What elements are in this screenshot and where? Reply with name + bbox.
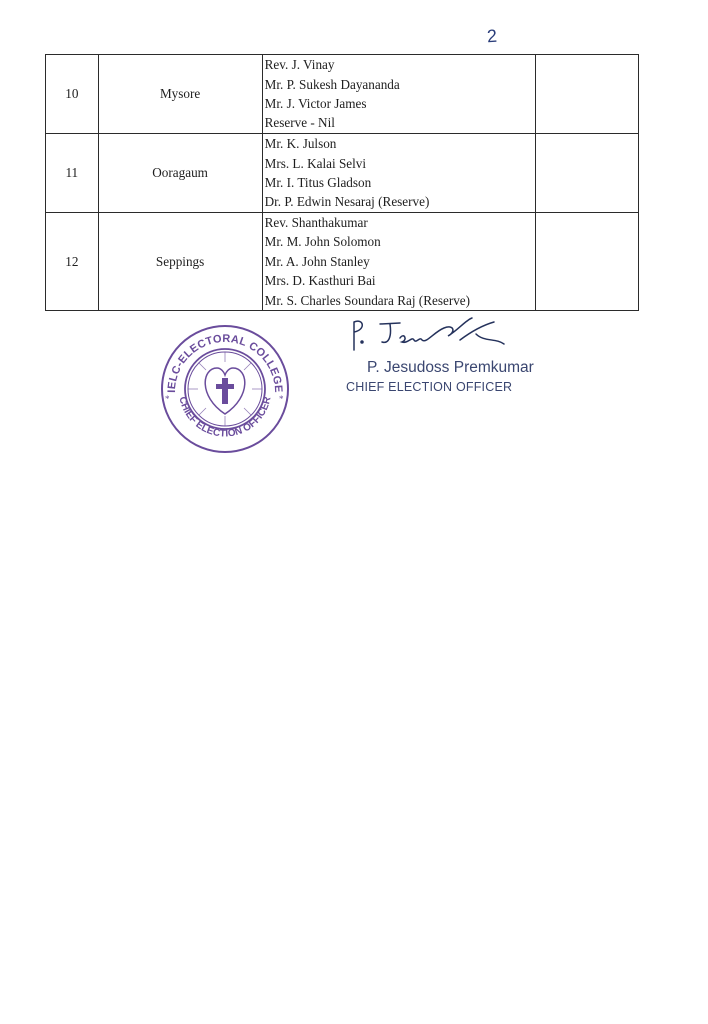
place-cell: Ooragaum xyxy=(98,134,262,213)
member-name: Rev. J. Vinay xyxy=(264,57,335,73)
member-name: Mr. K. Julson xyxy=(264,136,337,152)
empty-cell xyxy=(535,55,638,134)
member-name: Mr. I. Titus Gladson xyxy=(264,175,372,190)
table-row xyxy=(46,134,639,213)
member-name: Mrs. D. Kasthuri Bai xyxy=(264,273,376,289)
seal-star-right: * xyxy=(279,394,284,404)
table-row xyxy=(46,213,639,311)
names-cell xyxy=(262,134,535,213)
member-name: Mr. J. Victor James xyxy=(264,96,367,111)
place-cell: Mysore xyxy=(98,55,262,134)
empty-cell xyxy=(535,134,638,213)
handwritten-signature xyxy=(348,312,548,356)
place-cell: Seppings xyxy=(98,213,262,311)
official-seal-stamp xyxy=(158,322,292,456)
seal-top-text: IELC-ELECTORAL COLLEGE xyxy=(165,332,285,394)
names-cell xyxy=(262,55,535,134)
names-cell xyxy=(262,213,535,311)
member-name: Rev. Shanthakumar xyxy=(264,215,368,230)
member-name: Dr. P. Edwin Nesaraj (Reserve) xyxy=(264,194,430,210)
member-name: Mr. S. Charles Soundara Raj (Reserve) xyxy=(264,292,471,308)
signer-name: P. Jesudoss Premkumar xyxy=(367,359,534,376)
serial-number-cell: 12 xyxy=(46,213,99,311)
member-name: Mr. A. John Stanley xyxy=(264,253,370,269)
seal-star-left: * xyxy=(165,394,170,404)
signer-title: CHIEF ELECTION OFFICER xyxy=(346,380,513,394)
member-name: Reserve - Nil xyxy=(264,115,335,131)
member-name: Mr. M. John Solomon xyxy=(264,234,381,250)
table-row xyxy=(46,55,639,134)
election-roster-table xyxy=(45,54,639,311)
member-name: Mrs. L. Kalai Selvi xyxy=(264,155,367,171)
page-number: 2 xyxy=(486,25,498,47)
serial-number-cell: 11 xyxy=(46,134,99,213)
seal-bottom-text-path: CHIEF ELECTION OFFICER xyxy=(176,395,274,440)
empty-cell xyxy=(535,213,638,311)
serial-number-cell: 10 xyxy=(46,55,99,134)
member-name: Mr. P. Sukesh Dayananda xyxy=(264,76,400,92)
